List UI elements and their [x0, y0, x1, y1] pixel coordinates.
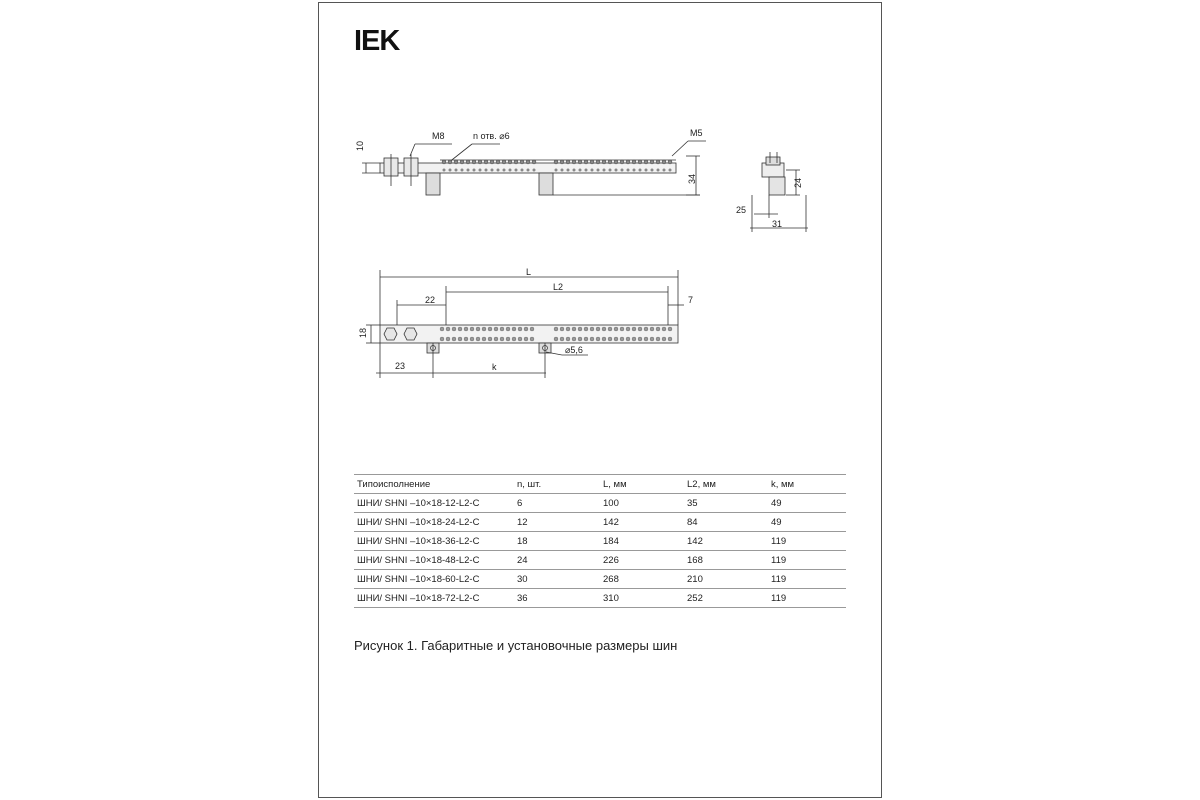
table-row [354, 589, 846, 608]
cell-type: ШНИ/ SHNI –10×18-24-L2-C [354, 513, 514, 532]
cell-n: 18 [514, 532, 600, 551]
cell-l: 142 [600, 513, 684, 532]
brand-logo: IEK [354, 25, 400, 57]
dim-end-height: 24 [793, 177, 804, 189]
cell-k: 119 [768, 551, 846, 570]
cell-k: 49 [768, 513, 846, 532]
cell-l2: 210 [684, 570, 768, 589]
cell-type: ШНИ/ SHNI –10×18-12-L2-C [354, 494, 514, 513]
dim-hole-pitch-23: 23 [395, 361, 406, 371]
cell-l2: 35 [684, 494, 768, 513]
cell-n: 12 [514, 513, 600, 532]
header-type: Типоисполнение [354, 475, 514, 494]
cell-type: ШНИ/ SHNI –10×18-48-L2-C [354, 551, 514, 570]
table-header-row [354, 475, 846, 494]
cell-n: 6 [514, 494, 600, 513]
dim-end-width: 31 [772, 219, 783, 229]
dim-mount-pitch-k: k [492, 362, 497, 372]
cell-n: 24 [514, 551, 600, 570]
table-row [354, 532, 846, 551]
cell-l2: 168 [684, 551, 768, 570]
cell-l: 268 [600, 570, 684, 589]
dim-total-height: 34 [687, 173, 698, 185]
table-row [354, 551, 846, 570]
cell-l: 226 [600, 551, 684, 570]
dim-end-foot: 25 [736, 205, 747, 215]
dim-end-gap-7: 7 [688, 295, 694, 305]
cell-n: 36 [514, 589, 600, 608]
dim-holes-label: n отв. ⌀6 [473, 131, 510, 141]
header-n: n, шт. [514, 475, 600, 494]
dim-mount-hole: ⌀5,6 [565, 345, 583, 355]
cell-l2: 84 [684, 513, 768, 532]
cell-l: 184 [600, 532, 684, 551]
cell-k: 49 [768, 494, 846, 513]
header-l2: L2, мм [684, 475, 768, 494]
cell-l: 310 [600, 589, 684, 608]
cell-type: ШНИ/ SHNI –10×18-36-L2-C [354, 532, 514, 551]
cell-type: ШНИ/ SHNI –10×18-60-L2-C [354, 570, 514, 589]
dim-thread-m8: M8 [432, 131, 445, 141]
cell-l2: 252 [684, 589, 768, 608]
cell-n: 30 [514, 570, 600, 589]
header-k: k, мм [768, 475, 846, 494]
cell-l2: 142 [684, 532, 768, 551]
table-row [354, 570, 846, 589]
specs-table [354, 474, 846, 608]
header-l: L, мм [600, 475, 684, 494]
dim-side-height: 10 [355, 140, 366, 152]
cell-k: 119 [768, 570, 846, 589]
dim-length-l2: L2 [553, 282, 564, 292]
dim-length-l: L [526, 267, 532, 277]
dim-width-18: 18 [358, 327, 369, 339]
dim-thread-m5: M5 [690, 128, 703, 138]
table-row [354, 513, 846, 532]
cell-k: 119 [768, 589, 846, 608]
dim-offset-22: 22 [425, 295, 436, 305]
cell-type: ШНИ/ SHNI –10×18-72-L2-C [354, 589, 514, 608]
cell-k: 119 [768, 532, 846, 551]
figure-caption: Рисунок 1. Габаритные и установочные размеры шин [354, 638, 678, 653]
cell-l: 100 [600, 494, 684, 513]
table-row [354, 494, 846, 513]
